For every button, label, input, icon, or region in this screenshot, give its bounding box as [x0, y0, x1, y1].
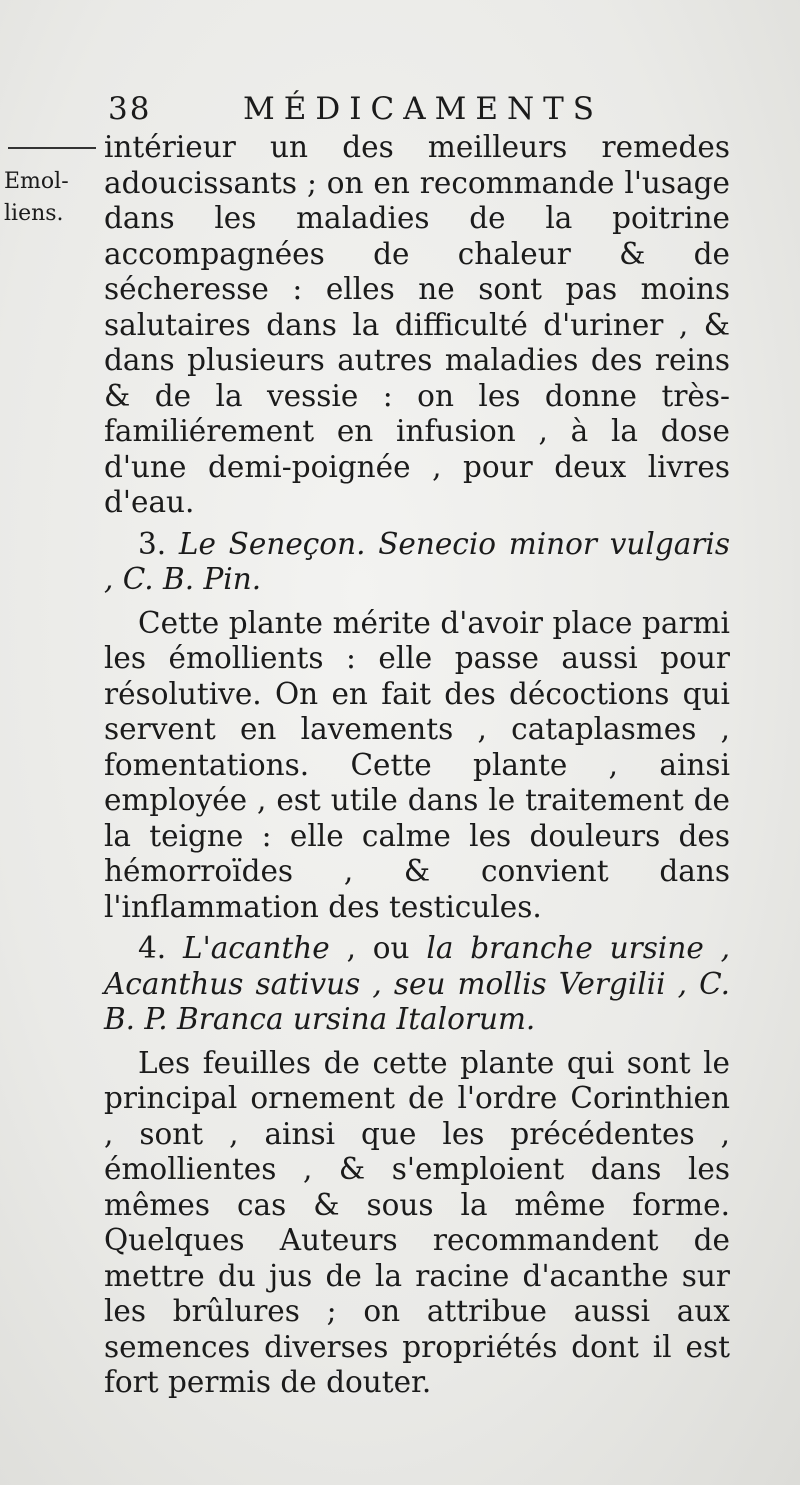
entry-latin-name: la branche ursine , Acanthus sativus , seu mollis Vergilii , C. B. P. Branca ursina Italorum.	[104, 931, 730, 1036]
margin-rule	[8, 147, 96, 149]
margin-note-line: Emol-	[4, 169, 69, 194]
body-text	[104, 130, 730, 1401]
entry-number: 3.	[138, 526, 167, 561]
entry-conjunction: , ou	[346, 931, 410, 965]
paragraph-seneçon: Cette plante mérite d'avoir place parmi les émollients : elle passe aussi pour résolutive. On en fait des décoctions qui servent en lavements , cataplasmes , fomentations. Cette plante , ainsi employée , est utile dans le traitement de la teigne : elle calme les douleurs des hémorroïdes , & convient dans l'inflammation des testicules.	[104, 605, 730, 924]
entry-heading-acanthe	[104, 931, 730, 1038]
page-header	[108, 88, 768, 130]
margin-note	[4, 166, 96, 230]
entry-number: 4.	[138, 931, 167, 965]
paragraph-continuation: intérieur un des meilleurs remedes adoucissants ; on en recommande l'usage dans les maladies de la poitrine accompagnées de chaleur & de sécheresse : elles ne sont pas moins salutaires dans la difficulté d'uriner , & dans plusieurs autres maladies des reins & de la vessie : on les donne très-familiérement en infusion , à la dose d'une demi-poignée , pour deux livres d'eau.	[104, 130, 730, 519]
entry-latin-name: Senecio minor vulgaris , C. B. Pin.	[104, 526, 730, 596]
paragraph-acanthe: Les feuilles de cette plante qui sont le principal ornement de l'ordre Corinthien , sont , ainsi que les précédentes , émollientes , & s'emploient dans les mêmes cas & sous la même forme. Quelques Auteurs recommandent de mettre du jus de la racine d'acanthe sur les brûlures ; on attribue aussi aux semences diverses propriétés dont il est fort permis de douter.	[104, 1045, 730, 1399]
entry-name: L'acanthe	[183, 931, 330, 965]
page-number: 38	[108, 91, 152, 127]
running-title: MÉDICAMENTS	[243, 91, 603, 127]
margin-note-line: liens.	[4, 201, 64, 226]
entry-heading-seneçon	[104, 527, 730, 598]
entry-name: Le Seneçon.	[178, 526, 366, 561]
